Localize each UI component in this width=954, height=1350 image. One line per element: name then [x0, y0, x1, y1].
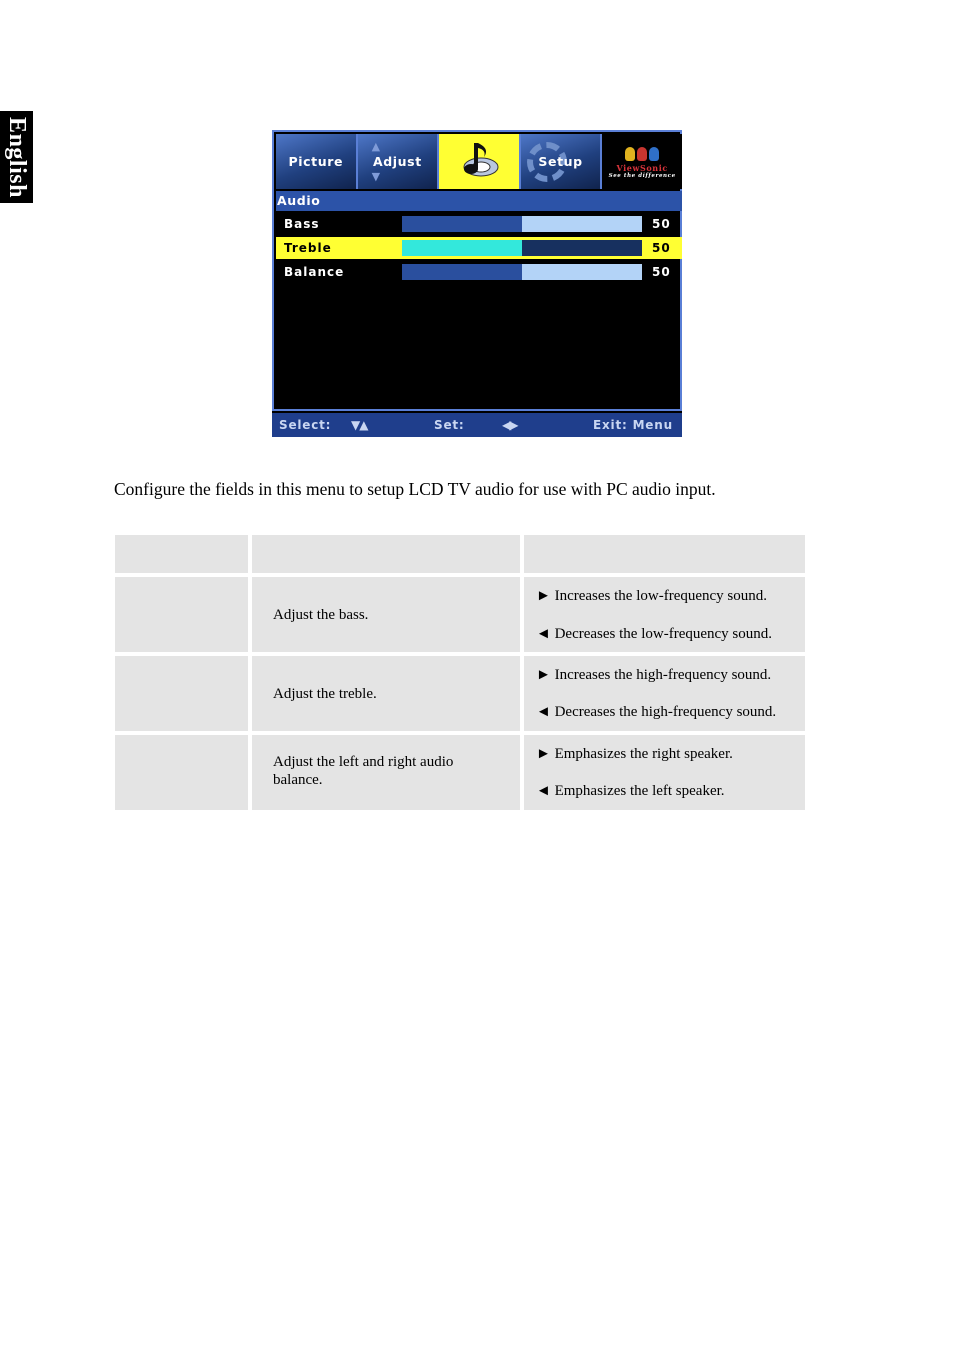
tab-picture[interactable]	[276, 134, 356, 189]
table-row-description	[252, 735, 520, 810]
description-text: Adjust the left and right audio balance.	[273, 754, 454, 788]
viewsonic-logo	[602, 134, 682, 189]
table-row-actions	[524, 577, 805, 652]
slider-fill	[402, 216, 522, 232]
slider-fill	[402, 264, 522, 280]
bass-slider[interactable]	[402, 216, 642, 232]
table-row-name-cell	[115, 577, 248, 652]
menu-item-bass[interactable]	[276, 213, 682, 235]
table-header-cell	[252, 535, 520, 573]
settings-table	[114, 535, 806, 811]
logo-text: ViewSonic	[616, 162, 668, 173]
slider-track	[522, 216, 642, 232]
table-row-actions	[524, 735, 805, 810]
slider-fill	[402, 240, 522, 256]
table-row-description	[252, 656, 520, 731]
balance-slider[interactable]	[402, 264, 642, 280]
music-note-icon	[455, 140, 503, 184]
menu-item-value: 50	[652, 241, 671, 255]
action-decrease: ◄ Decreases the high-frequency sound.	[536, 704, 777, 720]
down-arrow-icon: ▼	[371, 170, 381, 183]
description-text: Adjust the bass.	[273, 607, 369, 623]
tab-adjust[interactable]	[358, 134, 438, 189]
tab-audio[interactable]	[439, 134, 519, 189]
set-hint-label: Set:	[434, 418, 465, 432]
menu-item-balance[interactable]	[276, 261, 682, 283]
menu-item-label: Balance	[284, 265, 345, 279]
menu-item-treble[interactable]	[276, 237, 682, 259]
left-right-arrows-icon: ◀▶	[502, 418, 517, 432]
section-title: Audio	[276, 191, 682, 211]
tab-picture-label: Picture	[288, 154, 344, 169]
osd-audio-menu	[272, 130, 682, 437]
action-decrease: ◄ Decreases the low-frequency sound.	[536, 626, 773, 642]
action-right: ► Emphasizes the right speaker.	[536, 746, 733, 762]
description-text: Adjust the treble.	[273, 686, 377, 702]
table-row-actions	[524, 656, 805, 731]
table-row-name-cell	[115, 735, 248, 810]
slider-track	[522, 240, 642, 256]
table-row-name-cell	[115, 656, 248, 731]
action-increase: ► Increases the low-frequency sound.	[536, 588, 768, 604]
menu-item-value: 50	[652, 265, 671, 279]
menu-item-label: Bass	[284, 217, 320, 231]
tab-adjust-label: Adjust	[372, 154, 422, 169]
up-down-arrows-icon: ▼▲	[351, 418, 368, 432]
menu-item-value: 50	[652, 217, 671, 231]
osd-footer	[272, 413, 682, 437]
table-header-cell	[524, 535, 805, 573]
table-row-description	[252, 577, 520, 652]
table-header-cell	[115, 535, 248, 573]
exit-hint-label: Exit: Menu	[593, 418, 673, 432]
osd-tab-bar	[276, 134, 682, 189]
tab-setup[interactable]	[521, 134, 601, 189]
select-hint-label: Select:	[279, 418, 332, 432]
language-side-tab	[0, 111, 33, 203]
language-label: English	[4, 116, 31, 198]
intro-paragraph: Configure the fields in this menu to setup LCD TV audio for use with PC audio input.	[114, 479, 716, 499]
osd-frame	[272, 130, 682, 411]
action-left: ◄ Emphasizes the left speaker.	[536, 783, 725, 799]
up-arrow-icon: ▲	[371, 140, 381, 153]
treble-slider[interactable]	[402, 240, 642, 256]
slider-track	[522, 264, 642, 280]
logo-tagline: See the difference	[608, 172, 676, 179]
viewsonic-birds-icon	[625, 147, 659, 161]
action-increase: ► Increases the high-frequency sound.	[536, 667, 772, 683]
tab-setup-label: Setup	[538, 154, 583, 169]
menu-item-label: Treble	[284, 241, 332, 255]
